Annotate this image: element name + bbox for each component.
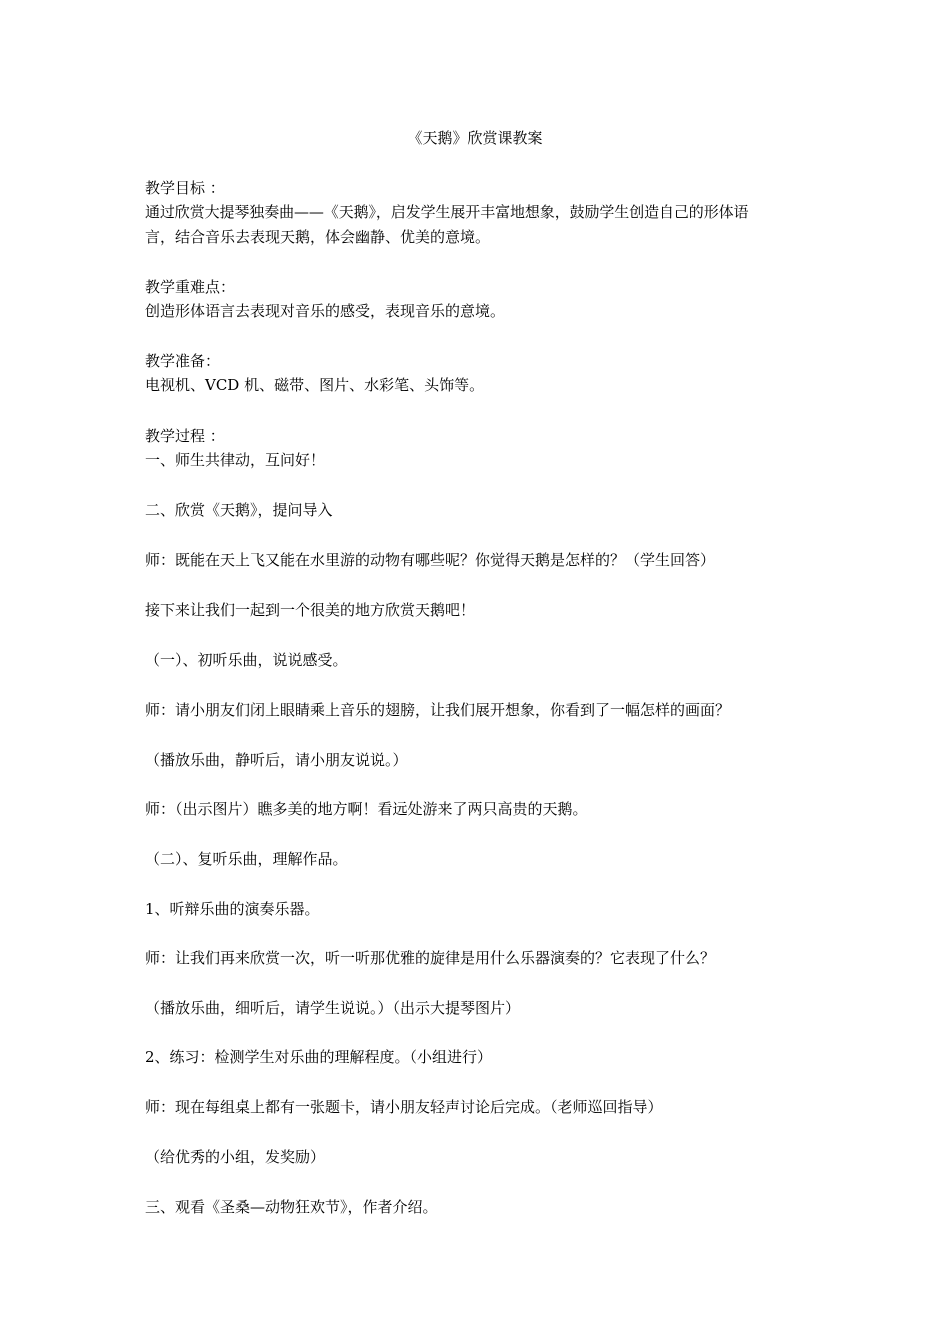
- objectives-heading: 教学目标 ：: [145, 179, 225, 197]
- process-line: 2、练习：检测学生对乐曲的理解程度。（小组进行）: [145, 1048, 493, 1066]
- process-line: （播放乐曲，静听后，请小朋友说说。）: [145, 751, 408, 769]
- objectives-text-line-1: 通过欣赏大提琴独奏曲——《天鹅》，启发学生展开丰富地想象，鼓励学生创造自己的形体语: [145, 203, 749, 221]
- process-line: 师：既能在天上飞又能在水里游的动物有哪些呢？你觉得天鹅是怎样的？（学生回答）: [145, 551, 716, 569]
- process-line: 二、欣赏《天鹅》，提问导入: [145, 501, 333, 519]
- process-line: （一）、初听乐曲，说说感受。: [145, 651, 348, 669]
- process-heading: 教学过程 ：: [145, 427, 225, 445]
- process-line: 师：让我们再来欣赏一次，听一听那优雅的旋律是用什么乐器演奏的？它表现了什么？: [145, 949, 716, 967]
- process-line: （二）、复听乐曲，理解作品。: [145, 850, 348, 868]
- objectives-text-line-2: 言，结合音乐去表现天鹅，体会幽静、优美的意境。: [145, 228, 491, 246]
- process-line: 接下来让我们一起到一个很美的地方欣赏天鹅吧！: [145, 601, 476, 619]
- process-line: 师：（出示图片）瞧多美的地方啊！看远处游来了两只高贵的天鹅。: [145, 800, 588, 818]
- preparation-heading: 教学准备：: [145, 352, 221, 370]
- preparation-text: 电视机、VCD 机、磁带、图片、水彩笔、头饰等。: [145, 376, 485, 394]
- process-line: （播放乐曲，细听后，请学生说说。）（出示大提琴图片）: [145, 999, 521, 1017]
- key-points-heading: 教学重难点：: [145, 278, 236, 296]
- key-points-text: 创造形体语言去表现对音乐的感受，表现音乐的意境。: [145, 302, 506, 320]
- process-line: 一、师生共律动，互问好！: [145, 451, 326, 469]
- process-line: 三、观看《圣桑—动物狂欢节》，作者介绍。: [145, 1198, 438, 1216]
- process-line: （给优秀的小组，发奖励）: [145, 1148, 326, 1166]
- document-title: 《天鹅》欣赏课教案: [407, 129, 543, 147]
- process-line: 师：现在每组桌上都有一张题卡，请小朋友轻声讨论后完成。（老师巡回指导）: [145, 1098, 663, 1116]
- process-line: 师：请小朋友们闭上眼睛乘上音乐的翅膀，让我们展开想象，你看到了一幅怎样的画面？: [145, 701, 731, 719]
- process-line: 1、听辩乐曲的演奏乐器。: [145, 900, 320, 918]
